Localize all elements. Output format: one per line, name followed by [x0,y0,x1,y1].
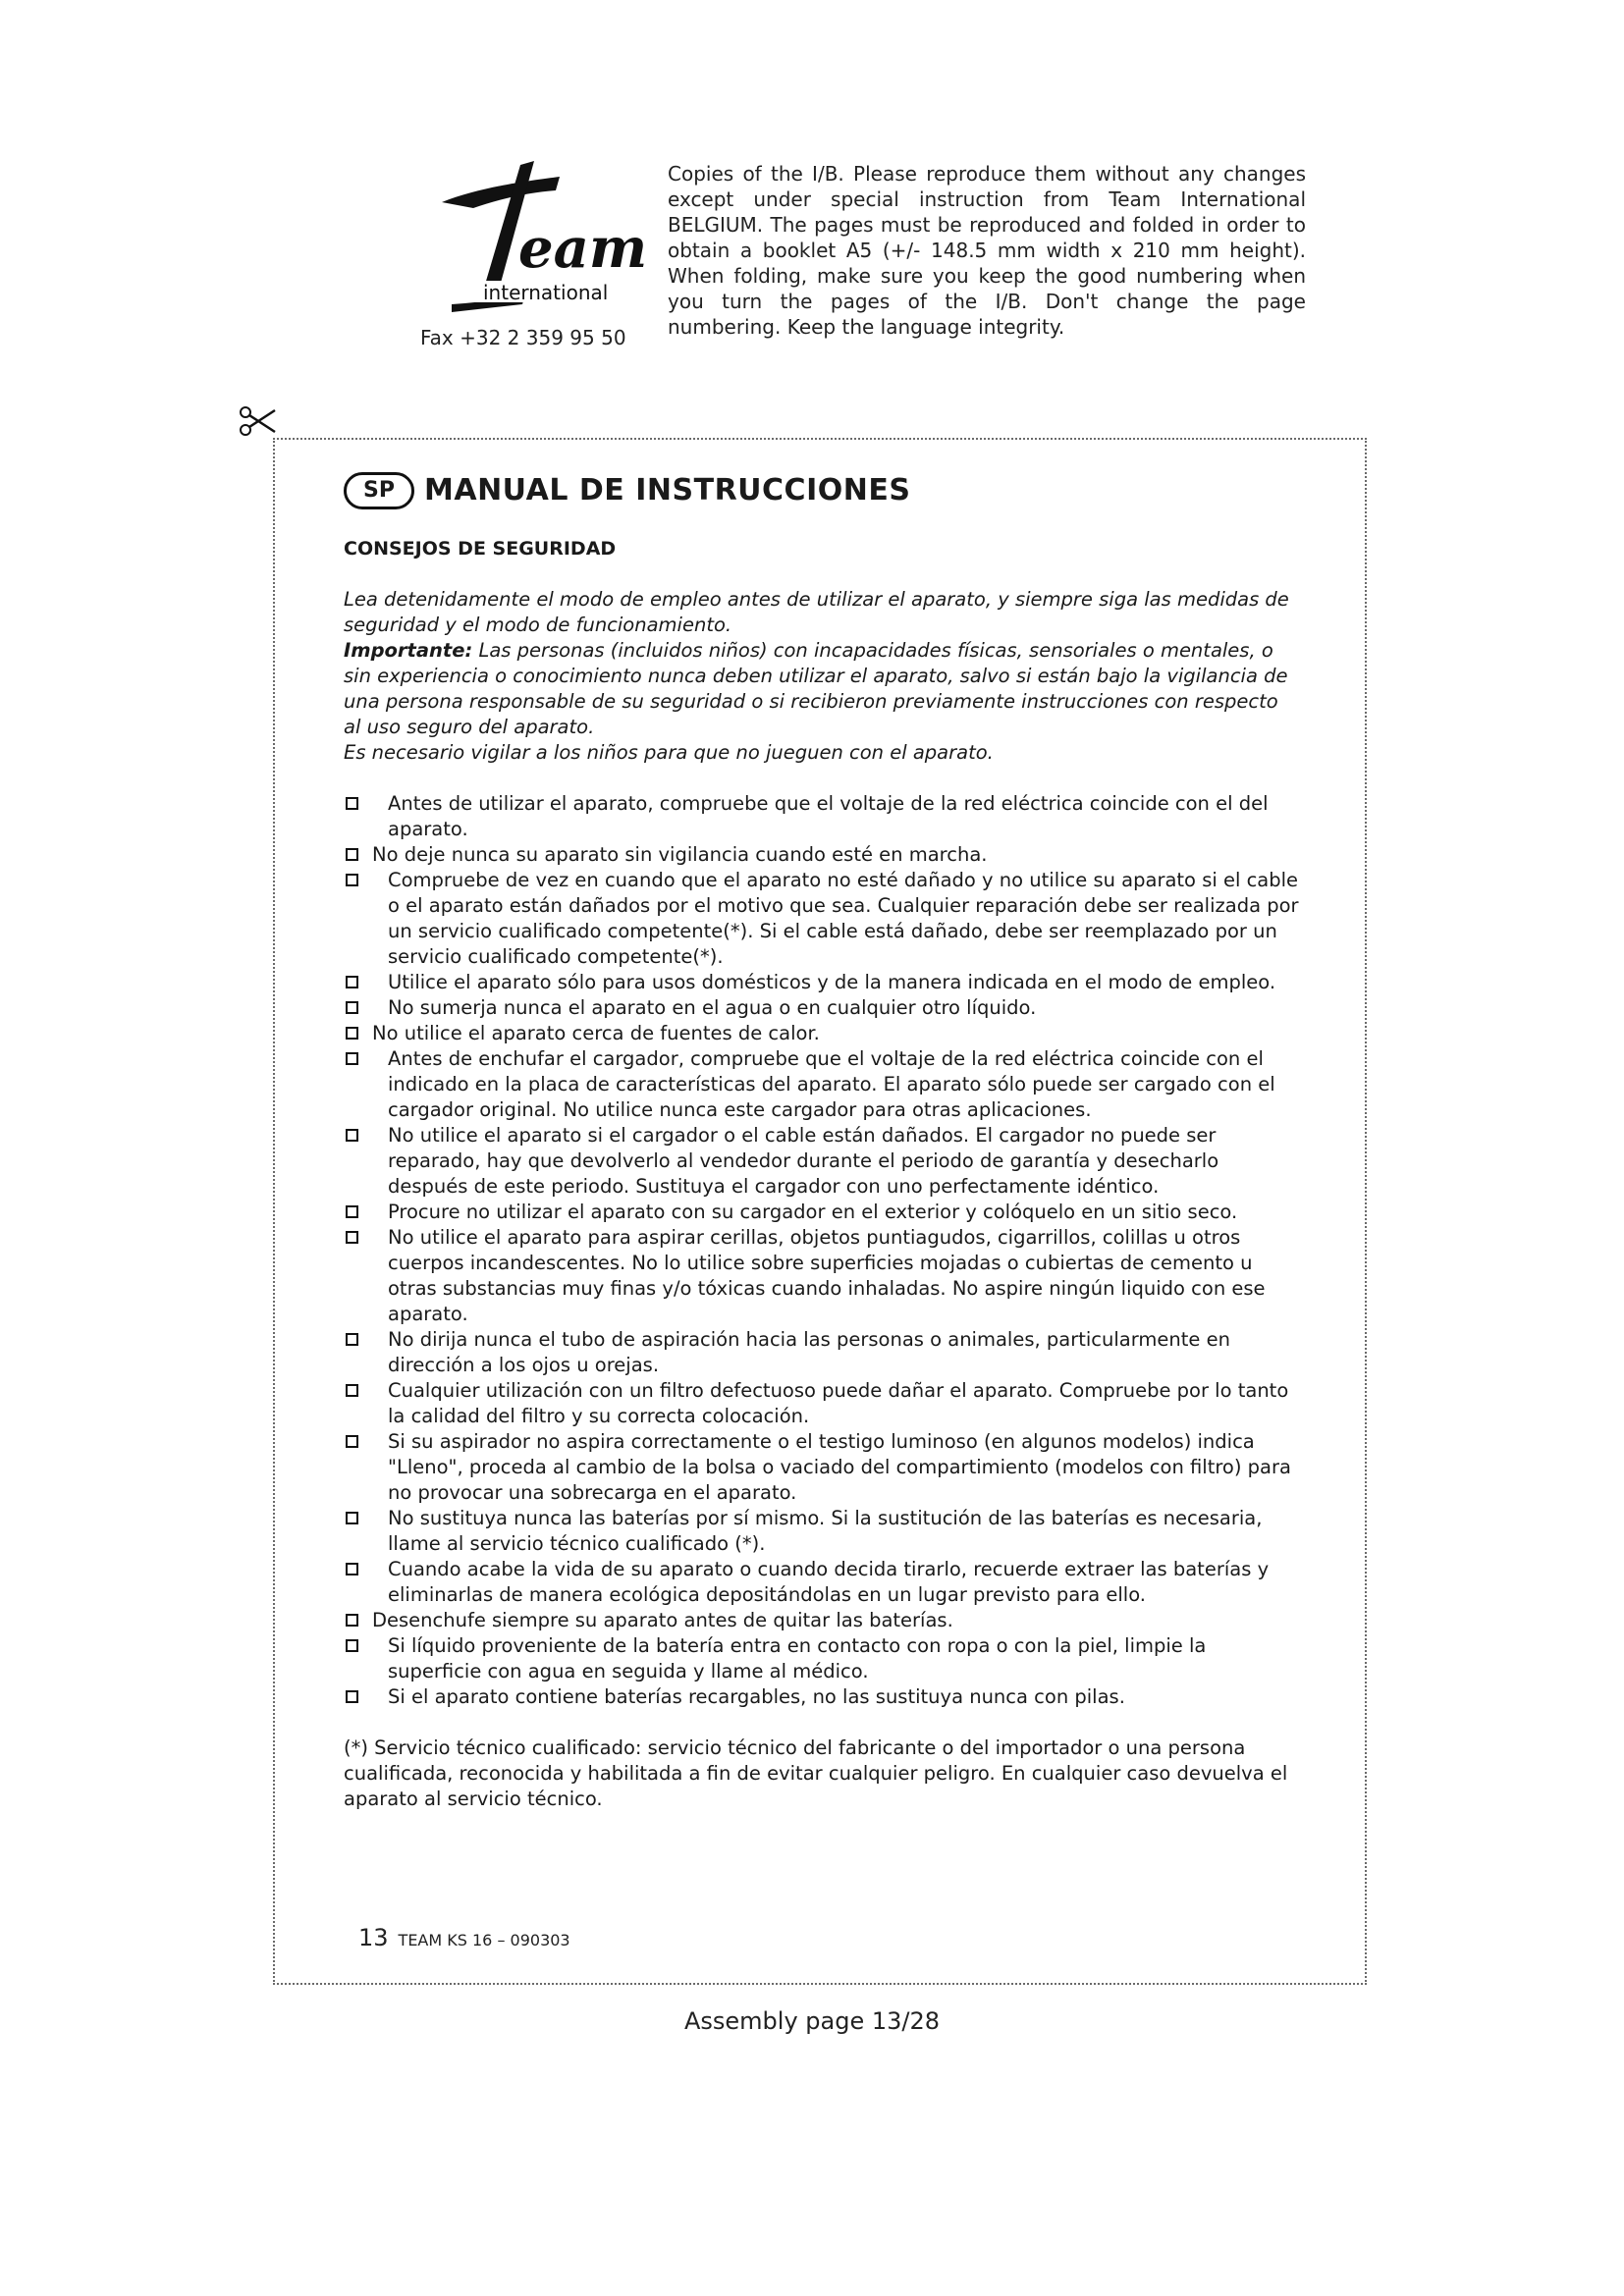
list-item-text: Utilice el aparato sólo para usos domésticos y de la manera indicada en el modo de empleo. [388,971,1276,993]
checkbox-bullet-icon [346,1001,358,1014]
list-item [344,1506,1301,1557]
page-footer [358,1924,570,1951]
reproduction-instructions: Copies of the I/B. Please reproduce them without any changes except under special instruction from Team International BELGIUM. The pages must be reproduced and folded in order to obtain a booklet A5 (+/- 148.5 mm width x 210 mm height). When folding, make sure you keep the good numbering when you turn the pages of the I/B. Don't change the page numbering. Keep the language integrity. [668,162,1306,339]
list-item-text: Compruebe de vez en cuando que el aparato no esté dañado y no utilice su aparato si el cable o el aparato están dañados por el motivo que sea. Cualquier reparación debe ser realizada por un servicio cualificado competente(*). Si el cable está dañado, debe ser reemplazado por un servicio cualificado competente(*). [388,869,1299,968]
list-item [344,1429,1301,1506]
list-item [344,842,1301,868]
checkbox-bullet-icon [346,1690,358,1703]
list-item [344,970,1301,995]
assembly-page-label: Assembly page 13/28 [683,2007,941,2035]
important-paragraph [344,638,1301,740]
list-item [344,1378,1301,1429]
list-item [344,1633,1301,1684]
checkbox-bullet-icon [346,1563,358,1575]
list-item-text: No sustituya nunca las baterías por sí mismo. Si la sustitución de las baterías es necesaria, llame al servicio técnico cualificado (*). [388,1507,1263,1555]
list-item [344,1608,1301,1633]
list-item [344,1557,1301,1608]
manual-title-row [344,465,1301,516]
language-badge: SP [344,472,414,509]
page-number: 13 [358,1924,389,1951]
checkbox-bullet-icon [346,848,358,861]
list-item-text: No utilice el aparato si el cargador o el cable están dañados. El cargador no puede ser reparado, hay que devolverlo al vendedor durante el periodo de garantía y desecharlo después de este periodo. Sustituya el cargador con uno perfectamente idéntico. [388,1124,1219,1198]
checkbox-bullet-icon [346,1129,358,1142]
list-item-text: No utilice el aparato cerca de fuentes de calor. [372,1022,820,1044]
checkbox-bullet-icon [346,874,358,886]
checkbox-bullet-icon [346,1435,358,1448]
checkbox-bullet-icon [346,1384,358,1397]
list-item-text: No deje nunca su aparato sin vigilancia cuando esté en marcha. [372,843,988,866]
svg-text:eam: eam [518,216,648,281]
list-item-text: Procure no utilizar el aparato con su cargador en el exterior y colóquelo en un sitio seco. [388,1201,1238,1223]
list-item [344,995,1301,1021]
checkbox-bullet-icon [346,1052,358,1065]
list-item [344,791,1301,842]
checkbox-bullet-icon [346,1512,358,1524]
intro-paragraph: Lea detenidamente el modo de empleo antes de utilizar el aparato, y siempre siga las medidas de seguridad y el modo de funcionamiento. [344,588,1289,636]
list-item [344,1046,1301,1123]
checkbox-bullet-icon [346,797,358,810]
safety-list [344,791,1301,1710]
svg-text:international: international [483,281,609,304]
checkbox-bullet-icon [346,1231,358,1244]
list-item-text: No utilice el aparato para aspirar cerillas, objetos puntiagudos, cigarrillos, colillas u otros cuerpos incandescentes. No lo utilice sobre superficies mojadas o cubiertas de cemento u otras substancias muy finas y/o tóxicas cuando inhaladas. No aspire ningún liquido con ese aparato. [388,1226,1266,1325]
children-warning: Es necesario vigilar a los niños para que no jueguen con el aparato. [344,741,994,764]
list-item-text: No sumerja nunca el aparato en el agua o en cualquier otro líquido. [388,996,1037,1019]
list-item-text: Si líquido proveniente de la batería entra en contacto con ropa o con la piel, limpie la superficie con agua en seguida y llame al médico. [388,1634,1207,1682]
list-item-text: Si el aparato contiene baterías recargables, no las sustituya nunca con pilas. [388,1685,1125,1708]
scissors-icon [238,404,277,438]
list-item [344,1327,1301,1378]
intro-text [344,587,1301,766]
checkbox-bullet-icon [346,1333,358,1346]
important-text: Las personas (incluidos niños) con incapacidades físicas, sensoriales o mentales, o sin experiencia o conocimiento nunca deben utilizar el aparato, salvo si están bajo la vigilancia de una persona responsable de su seguridad o si recibieron previamente instrucciones con respecto al uso seguro del aparato. [344,639,1288,738]
list-item [344,1225,1301,1327]
document-code: TEAM KS 16 – 090303 [398,1931,570,1949]
section-heading: CONSEJOS DE SEGURIDAD [344,538,617,560]
checkbox-bullet-icon [346,1614,358,1627]
list-item-text: Si su aspirador no aspira correctamente o el testigo luminoso (en algunos modelos) indica "Lleno", proceda al cambio de la bolsa o vaciado del compartimiento (modelos con filtro) para no provocar una sobrecarga en el aparato. [388,1430,1291,1504]
checkbox-bullet-icon [346,1205,358,1218]
fax-number: Fax +32 2 359 95 50 [420,326,626,349]
list-item [344,1021,1301,1046]
list-item-text: Cualquier utilización con un filtro defectuoso puede dañar el aparato. Compruebe por lo tanto la calidad del filtro y su correcta colocación. [388,1379,1289,1427]
important-label: Importante: [344,639,473,662]
list-item [344,868,1301,970]
list-item [344,1200,1301,1225]
instruction-page [344,465,1301,1812]
list-item-text: Antes de utilizar el aparato, compruebe que el voltaje de la red eléctrica coincide con el del aparato. [388,792,1269,840]
footnote: (*) Servicio técnico cualificado: servicio técnico del fabricante o del importador o una persona cualificada, reconocida y habilitada a fin de evitar cualquier peligro. En cualquier caso devuelva el aparato al servicio técnico. [344,1736,1288,1810]
list-item [344,1123,1301,1200]
list-item-text: No dirija nunca el tubo de aspiración hacia las personas o animales, particularmente en dirección a los ojos u orejas. [388,1328,1230,1376]
list-item-text: Desenchufe siempre su aparato antes de quitar las baterías. [372,1609,953,1631]
manual-title: MANUAL DE INSTRUCCIONES [424,473,911,507]
checkbox-bullet-icon [346,1639,358,1652]
checkbox-bullet-icon [346,976,358,988]
list-item [344,1684,1301,1710]
team-international-logo [412,157,648,314]
list-item-text: Cuando acabe la vida de su aparato o cuando decida tirarlo, recuerde extraer las baterías y eliminarlas de manera ecológica depositándolas en un lugar previsto para ello. [388,1558,1270,1606]
checkbox-bullet-icon [346,1027,358,1040]
list-item-text: Antes de enchufar el cargador, compruebe que el voltaje de la red eléctrica coincide con el indicado en la placa de características del aparato. El aparato sólo puede ser cargado con el cargador original. No utilice nunca este cargador para otras aplicaciones. [388,1047,1275,1121]
